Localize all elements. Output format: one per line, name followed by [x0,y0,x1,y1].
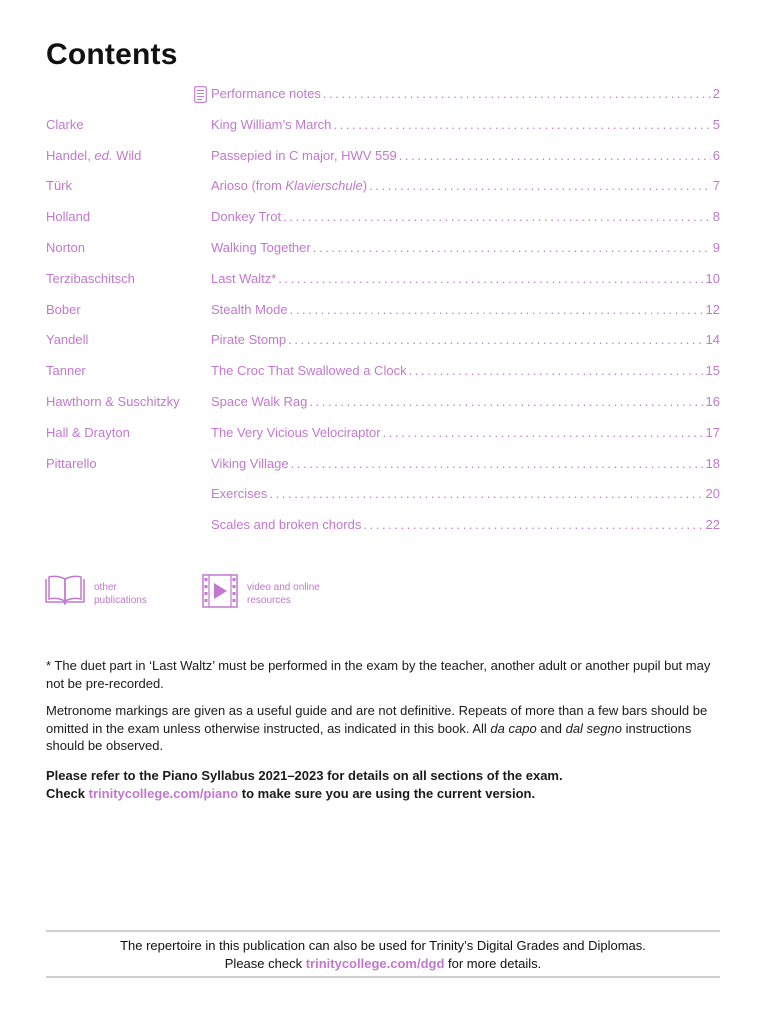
toc-leader-dots [283,207,711,227]
toc-leader-dots [369,176,711,196]
toc-row[interactable] [46,300,720,331]
toc-leader-dots [409,361,704,381]
toc-row[interactable] [46,392,720,423]
toc-entry[interactable] [211,300,720,320]
metronome-text-b: instructions should be observed. [46,720,692,753]
syllabus-line1: Please refer to the Piano Syllabus 2021–2023 for details on all sections of the exam. [46,768,563,783]
toc-entry[interactable] [211,484,720,504]
toc-leader-dots [333,115,710,135]
da-capo-text: da capo [490,720,537,736]
toc-title: Pirate Stomp [211,332,287,348]
toc-composer: Yandell [46,332,89,348]
toc-entry[interactable] [211,392,720,412]
toc-page-number: 7 [712,178,720,194]
toc-composer: Norton [46,239,86,255]
performance-notes-icon [194,86,207,103]
toc-entry[interactable] [211,269,720,289]
toc-title: The Croc That Swallowed a Clock [211,363,407,379]
toc-page-number: 15 [705,363,720,379]
footer-rest: for more details. [444,955,542,971]
legend-other-line1: other [94,582,117,593]
metronome-note [46,702,726,755]
page-title: Contents [46,38,178,71]
toc-page-number: 8 [712,209,720,225]
toc-row[interactable] [46,484,720,515]
toc-page-number: 17 [705,424,720,440]
toc-page-number: 5 [712,116,720,132]
toc-entry[interactable] [211,330,720,350]
syllabus-check: Check [46,785,89,801]
book-icon [44,574,86,606]
toc-page-number: 20 [705,486,720,502]
toc-leader-dots [288,330,703,350]
metronome-and: and [536,720,566,736]
toc-composer: Bober [46,301,81,317]
toc-composer-part: Wild [112,147,142,163]
legend-video-line1: video and online [247,582,320,593]
toc-row[interactable] [46,330,720,361]
toc-title [211,176,369,196]
toc-composer: Türk [46,178,72,194]
toc-page-number: 6 [712,147,720,163]
toc-leader-dots [278,269,703,289]
toc-title: Exercises [211,486,268,502]
film-play-icon [202,574,238,608]
toc-title: The Very Vicious Velociraptor [211,424,381,440]
syllabus-rest: to make sure you are using the current version. [238,785,536,801]
toc-leader-dots [291,454,704,474]
toc-composer: Terzibaschitsch [46,270,135,286]
toc-entry[interactable] [211,515,720,535]
toc-title: Viking Village [211,455,289,471]
toc-composer [46,146,141,166]
toc-leader-dots [383,423,704,443]
toc-composer-part: ed. [94,147,113,163]
toc-page-number: 10 [705,270,720,286]
footer-bottom-rule [46,976,720,978]
toc-title: Passepied in C major, HWV 559 [211,147,397,163]
toc-row[interactable] [46,207,720,238]
toc-entry[interactable] [211,423,720,443]
toc-title: Stealth Mode [211,301,288,317]
duet-note: * The duet part in ‘Last Waltz’ must be performed in the exam by the teacher, another adult or another pupil but may not be pre-recorded. [46,658,711,691]
toc-page-number: 2 [712,86,720,101]
toc-page-number: 9 [712,239,720,255]
dal-segno-text: dal segno [565,720,622,736]
toc-row[interactable] [46,454,720,485]
toc-entry[interactable] [211,238,720,258]
contents-list [46,84,720,546]
toc-title: Space Walk Rag [211,393,308,409]
legend-video-line2: resources [247,594,291,606]
toc-entry[interactable] [211,454,720,474]
syllabus-note [46,767,726,802]
toc-entry[interactable] [211,361,720,381]
footer-check: Please check [224,955,306,971]
legend-other-line2: publications [94,594,147,606]
toc-leader-dots [363,515,703,535]
toc-entry[interactable] [211,146,720,166]
toc-leader-dots [313,238,711,258]
toc-leader-dots [323,84,711,104]
digital-grades-link[interactable]: trinitycollege.com/dgd [305,955,445,971]
toc-entry[interactable] [211,207,720,227]
toc-composer: Pittarello [46,455,97,471]
toc-title: King William’s March [211,116,332,132]
toc-title: Donkey Trot [211,209,282,225]
piano-syllabus-link[interactable]: trinitycollege.com/piano [88,785,239,801]
toc-title: Scales and broken chords [211,517,362,533]
toc-row[interactable] [46,269,720,300]
toc-composer: Clarke [46,116,84,132]
toc-title: Last Waltz* [211,270,277,286]
toc-composer: Hall & Drayton [46,424,130,440]
toc-row[interactable] [46,84,720,115]
toc-row[interactable] [46,115,720,146]
toc-page-number: 16 [705,393,720,409]
toc-composer-part: Handel, [46,147,95,163]
toc-row[interactable] [46,423,720,454]
toc-page-number: 12 [705,301,720,317]
toc-leader-dots [309,392,703,412]
toc-leader-dots [269,484,703,504]
toc-title-part: ) [362,178,368,194]
toc-composer: Hawthorn & Suschitzky [46,393,180,409]
toc-entry[interactable] [211,115,720,135]
footer-line1: The repertoire in this publication can also be used for Trinity’s Digital Grades and Diplomas. [120,938,646,953]
toc-row[interactable] [46,361,720,392]
footer-top-rule [46,930,720,932]
toc-title: Performance notes [211,86,321,101]
toc-entry[interactable] [211,176,720,196]
toc-row[interactable] [46,146,720,177]
toc-composer: Tanner [46,363,86,379]
toc-leader-dots [399,146,711,166]
metronome-text-a: Metronome markings are given as a useful guide and are not definitive. Repeats of more than a few bars should be omitted in the exam unless otherwise instructed, as indicated in this book. All [46,703,708,736]
toc-row[interactable] [46,238,720,269]
toc-title: Walking Together [211,239,311,255]
toc-row[interactable] [46,515,720,546]
toc-title-part: Arioso (from [211,178,286,194]
toc-title-part: Klavierschule [285,178,363,194]
toc-page-number: 22 [705,517,720,533]
toc-row[interactable] [46,176,720,207]
toc-page-number: 18 [705,455,720,471]
toc-leader-dots [290,300,704,320]
toc-entry[interactable] [211,84,720,104]
toc-composer: Holland [46,209,91,225]
toc-page-number: 14 [705,332,720,348]
footer-note [46,937,720,972]
